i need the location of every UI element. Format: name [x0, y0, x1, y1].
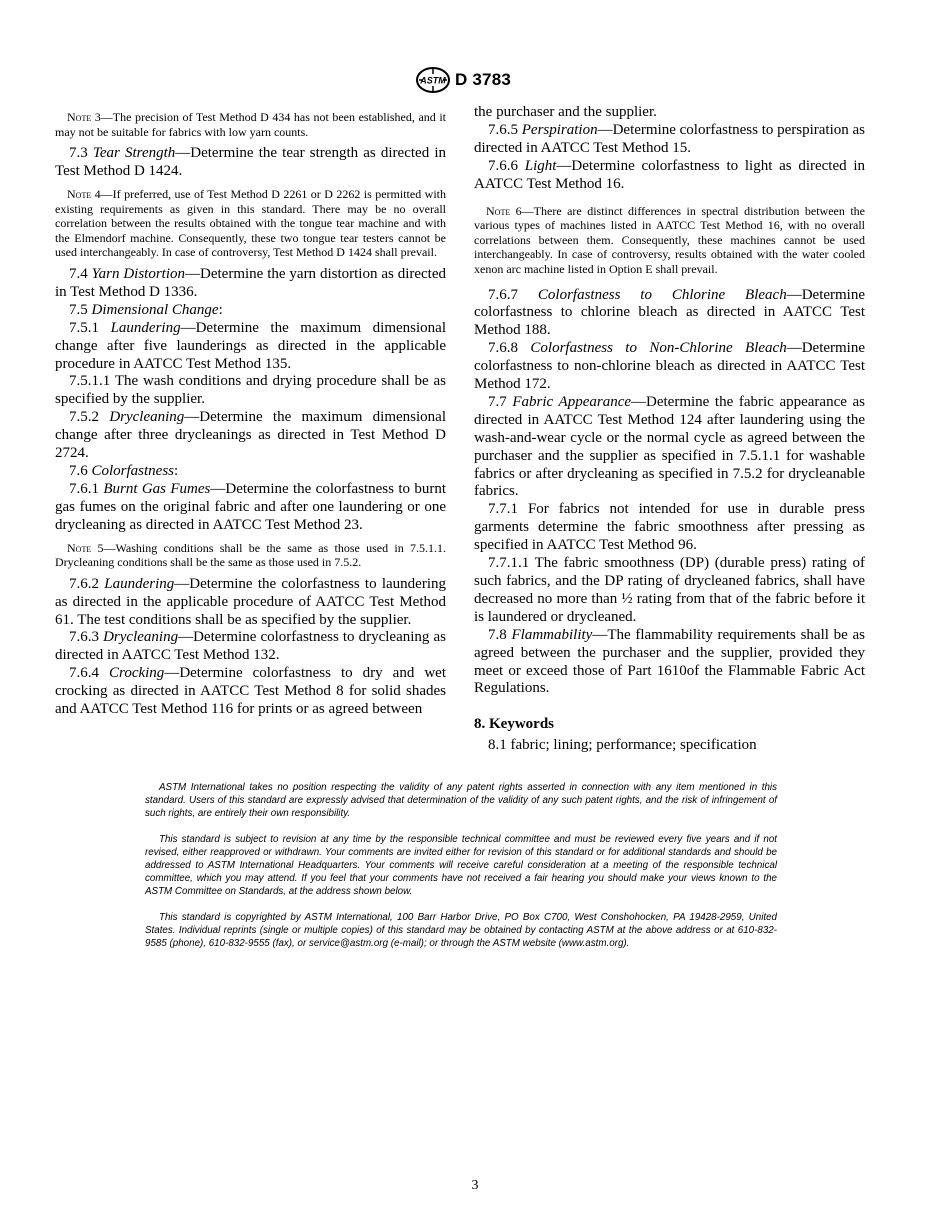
section-7-6-3: 7.6.3 Drycleaning—Determine colorfastness to drycleaning as directed in AATCC Test Method 132.	[55, 629, 446, 664]
astm-logo-icon	[414, 66, 452, 99]
copyright-notice: This standard is copyrighted by ASTM International, 100 Barr Harbor Drive, PO Box C700, West Conshohocken, PA 19428-2959, United States. Individual reprints (single or multiple copies) of this standard may be obtained by contacting ASTM at the above address or at 610-832-9585 (phone), 610-832-9555 (fax), or service@astm.org (e-mail); or through the ASTM website (www.astm.org).	[145, 912, 777, 949]
section-7-6-2: 7.6.2 Laundering—Determine the colorfastness to laundering as directed in the applicable procedure of AATCC Test Method 61. The test conditions shall be as specified by the supplier.	[55, 575, 446, 628]
section-7-6-8: 7.6.8 Colorfastness to Non-Chlorine Bleach—Determine colorfastness to non-chlorine bleach as directed in AATCC Test Method 172.	[474, 340, 866, 393]
section-8-heading: 8. Keywords	[474, 716, 554, 733]
svg-text:ASTM: ASTM	[420, 75, 446, 86]
section-7-5-2: 7.5.2 Drycleaning—Determine the maximum dimensional change after three drycleanings as directed in Test Method D 2724.	[55, 409, 447, 462]
page-header	[0, 64, 950, 96]
left-column	[55, 104, 446, 719]
note-5: Note 5—Washing conditions shall be the same as those used in 7.5.1.1. Drycleaning conditions shall be the same as those used in 7.5.2.	[55, 540, 446, 570]
standard-designation: D 3783	[455, 70, 512, 89]
section-7-6-7: 7.6.7 Colorfastness to Chlorine Bleach—Determine colorfastness to chlorine bleach as directed in AATCC Test Method 188.	[474, 286, 866, 339]
right-column	[474, 104, 865, 755]
section-7-4: 7.4 Yarn Distortion—Determine the yarn distortion as directed in Test Method D 1336.	[55, 265, 447, 300]
note-4: Note 4—If preferred, use of Test Method D 2261 or D 2262 is permitted with existing requirements as given in this standard. There may be no overall correlation between the results obtained with the tongue tear machine and with the Elmendorf machine. Consequently, these two tongue tear testers cannot be used interchangeably. In case of controversy, Test Method D 1424 shall prevail.	[55, 187, 446, 260]
section-7-6-6: 7.6.6 Light—Determine colorfastness to light as directed in AATCC Test Method 16.	[474, 157, 866, 192]
section-7-5: 7.5 Dimensional Change:	[69, 301, 223, 318]
footer-notice	[145, 781, 777, 963]
patent-notice: ASTM International takes no position respecting the validity of any patent rights asserted in connection with any item mentioned in this standard. Users of this standard are expressly advised that determination of the validity of any such patent rights, and the risk of infringement of such rights, are entirely their own responsibility.	[145, 782, 777, 819]
section-7-3: 7.3 Tear Strength—Determine the tear strength as directed in Test Method D 1424.	[55, 145, 446, 180]
section-7-7-1: 7.7.1 For fabrics not intended for use in durable press garments determine the fabric smoothness after pressing as specified in AATCC Test Method 96.	[474, 501, 865, 554]
section-7-5-1-1: 7.5.1.1 The wash conditions and drying procedure shall be as specified by the supplier.	[55, 373, 446, 408]
section-7-6: 7.6 Colorfastness:	[69, 462, 179, 479]
section-8-1: 8.1 fabric; lining; performance; specification	[488, 737, 757, 754]
section-7-6-4: 7.6.4 Crocking—Determine colorfastness to dry and wet crocking as directed in AATCC Test Method 8 for solid shades and AATCC Test Method 116 for prints or as agreed between	[55, 665, 447, 718]
section-7-7-1-1: 7.7.1.1 The fabric smoothness (DP) (durable press) rating of such fabrics, and the DP rating of drycleaned fabrics, shall have decreased no more than ½ rating from that of the fabric before it is laundered or drycleaned.	[474, 555, 865, 625]
continued-text: the purchaser and the supplier.	[474, 104, 657, 120]
section-7-7: 7.7 Fabric Appearance—Determine the fabric appearance as directed in AATCC Test Method 124 after laundering using the wash-and-wear cycle or the normal cycle as agreed between the purchaser and the supplier as specified in 7.5.1.1 for washable fabrics or after drycleaning as specified in 7.5.2 for drycleanable fabrics.	[474, 393, 866, 500]
revision-notice: This standard is subject to revision at any time by the responsible technical committee and must be reviewed every five years and if not revised, either reapproved or withdrawn. Your comments are invited either for revision of this standard or for additional standards and should be addressed to ASTM International Headquarters. Your comments will receive careful consideration at a meeting of the responsible technical committee, which you may attend. If you feel that your comments have not received a fair hearing you should make your views known to the ASTM Committee on Standards, at the address shown below.	[145, 834, 777, 897]
section-7-6-1: 7.6.1 Burnt Gas Fumes—Determine the colorfastness to burnt gas fumes on the original fabric and after one laundering or one drycleaning as directed in AATCC Test Method 23.	[55, 480, 446, 533]
section-7-5-1: 7.5.1 Laundering—Determine the maximum dimensional change after five launderings as directed in the applicable procedure in AATCC Test Method 135.	[55, 319, 447, 372]
note-6: Note 6—There are distinct differences in spectral distribution between the various types of machines listed in AATCC Test Method 16, with no overall correlations between them. Consequently, these machines cannot be used interchangeably. In case of controversy, results obtained with the water cooled xenon arc machine listed in Option E shall prevail.	[474, 203, 865, 276]
note-3: Note 3—The precision of Test Method D 434 has not been established, and it may not be suitable for fabrics with low yarn counts.	[55, 110, 446, 139]
section-7-6-5: 7.6.5 Perspiration—Determine colorfastness to perspiration as directed in AATCC Test Method 15.	[474, 121, 866, 156]
page-number: 3	[471, 1178, 479, 1193]
section-7-8: 7.8 Flammability—The flammability requirements shall be as agreed between the purchaser and the supplier, provided they meet or exceed those of Part 1610of the Flammable Fabric Act Regulations.	[474, 626, 866, 697]
